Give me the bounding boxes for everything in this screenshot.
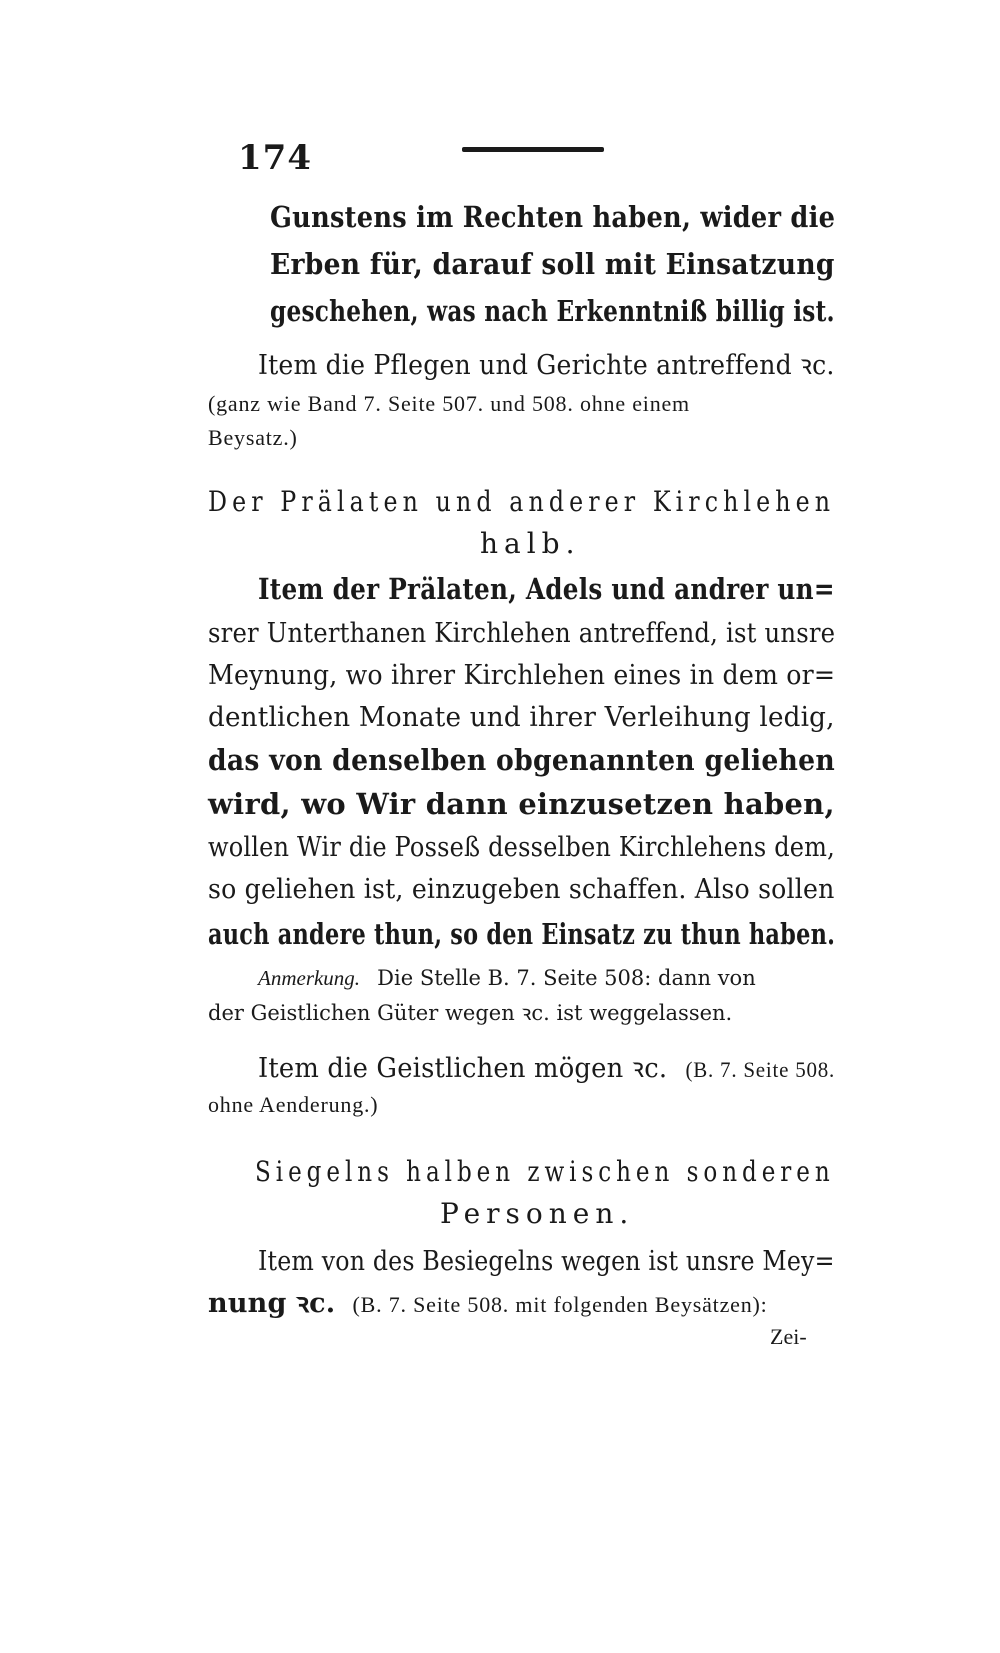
- note-line-2: der Geistlichen Güter wegen ꝛc. ist weggelassen.: [208, 1001, 733, 1025]
- para5-line-2-ref: (B. 7. Seite 508. mit folgenden Beysätzen):: [352, 1292, 768, 1317]
- note-line-1: [258, 968, 756, 989]
- para4-line-1: [258, 1055, 835, 1082]
- header-rule: [462, 147, 604, 152]
- page-number: 174: [238, 138, 312, 178]
- para3-line-9: auch andere thun, so den Einsatz zu thun haben.: [208, 917, 836, 951]
- para2-line-2: (ganz wie Band 7. Seite 507. und 508. ohne einem: [208, 391, 690, 416]
- section-heading-2-line-2: Personen.: [440, 1197, 635, 1230]
- catchword: Zei-: [770, 1324, 807, 1349]
- para5-line-2-text: nung ꝛc.: [208, 1288, 336, 1319]
- note-line-1-text: Die Stelle B. 7. Seite 508: dann von: [377, 966, 756, 990]
- para4-line-1-ref: (B. 7. Seite 508.: [685, 1057, 836, 1082]
- para1-line-2: Erben für, darauf soll mit Einsatzung: [270, 247, 835, 281]
- section-heading-2-line-1: Siegelns halben zwischen sonderen: [255, 1155, 835, 1188]
- para2-line-1: Item die Pflegen und Gerichte antreffend ꝛc.: [258, 350, 835, 381]
- para3-line-4: dentlichen Monate und ihrer Verleihung ledig,: [208, 702, 835, 733]
- section-heading-1-line-1: Der Prälaten und anderer Kirchlehen: [208, 485, 836, 518]
- para3-line-3: Meynung, wo ihrer Kirchlehen eines in dem or=: [208, 660, 836, 691]
- para2-line-3: Beysatz.): [208, 425, 298, 450]
- para3-line-2: srer Unterthanen Kirchlehen antreffend, ist unsre: [208, 618, 836, 649]
- para5-line-2: [208, 1290, 768, 1317]
- para3-line-5: das von denselben obgenannten geliehen: [208, 743, 836, 777]
- para5-line-1: Item von des Besiegelns wegen ist unsre Mey=: [258, 1246, 835, 1277]
- para4-line-1-text: Item die Geistlichen mögen ꝛc.: [258, 1053, 668, 1084]
- para3-line-1: Item der Prälaten, Adels und andrer un=: [258, 572, 835, 606]
- para4-line-2: ohne Aenderung.): [208, 1092, 379, 1117]
- para3-line-8: so geliehen ist, einzugeben schaffen. Also sollen: [208, 874, 835, 905]
- note-label: Anmerkung.: [258, 966, 361, 990]
- para1-line-1: Gunstens im Rechten haben, wider die: [270, 200, 836, 234]
- section-heading-1-line-2: halb.: [480, 527, 581, 560]
- para3-line-7: wollen Wir die Posseß desselben Kirchlehens dem,: [208, 832, 835, 863]
- para3-line-6: wird, wo Wir dann einzusetzen haben,: [208, 787, 835, 821]
- para1-line-3: geschehen, was nach Erkenntniß billig ist.: [270, 294, 835, 328]
